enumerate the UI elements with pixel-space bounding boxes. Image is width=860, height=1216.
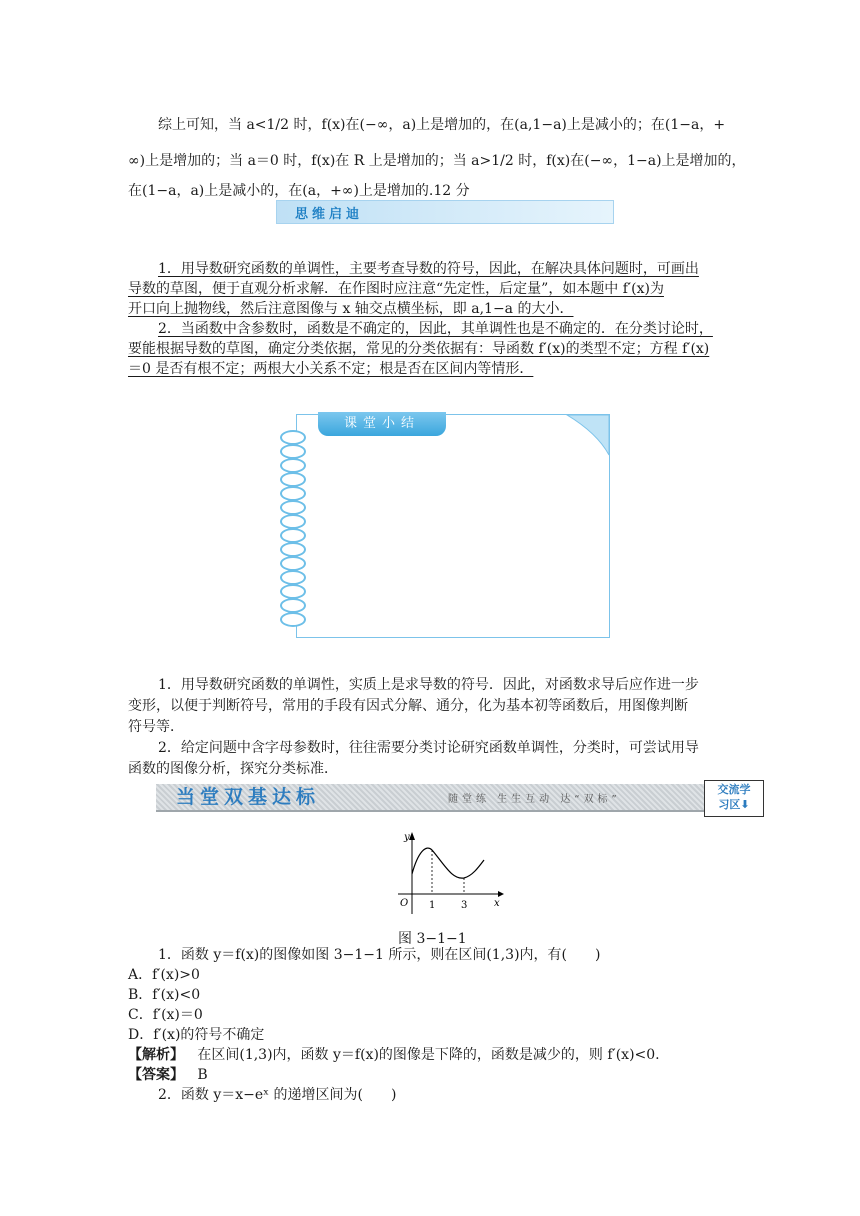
option-b: B．f′(x)<0	[128, 987, 201, 1003]
figure-caption: 图 3−1−1	[398, 931, 467, 947]
origin-label: O	[400, 898, 409, 909]
text-line: 2．给定问题中含字母参数时，往往需要分类讨论研究函数单调性，分类时，可尝试用导	[158, 740, 699, 756]
text-line: ＝0 是否有根不定；两根大小关系不定；根是否在区间内等情形．	[128, 361, 534, 377]
text-line: 导数的草图，便于直观分析求解．在作图时应注意“先定性，后定量”，如本题中 f′(x)为	[128, 281, 664, 297]
y-label: y	[404, 832, 410, 843]
tick-label: 1	[429, 900, 436, 911]
exchange-label-1: 交流学	[717, 783, 751, 796]
text-line: 综上可知，当 a<1/2 时，f(x)在(−∞，a)上是增加的，在(a,1−a)上是减小的；在(1−a，+	[158, 117, 726, 133]
tick-label: 3	[461, 900, 468, 911]
option-a: A．f′(x)>0	[128, 967, 200, 983]
answer-text: B	[197, 1067, 208, 1083]
text-line: 开口向上抛物线，然后注意图像与 x 轴交点横坐标，即 a,1−a 的大小．	[128, 301, 574, 317]
answer	[128, 1066, 208, 1084]
text-line: 变形，以便于判断符号，常用的手段有因式分解、通分，化为基本初等函数后，用图像判断	[128, 698, 688, 714]
text-line: 要能根据导数的草图，确定分类依据，常见的分类依据有：导函数 f′(x)的类型不定；方程 f′(x)	[128, 341, 710, 357]
option-d: D．f′(x)的符号不确定	[128, 1027, 265, 1043]
text-line: 2．当函数中含参数时，函数是不确定的，因此，其单调性也是不确定的．在分类讨论时，	[158, 321, 713, 337]
banner-subtitle: 随堂练 生生互动 达“双标”	[448, 794, 621, 805]
section-title: 思维启迪	[295, 207, 364, 222]
page-curl-icon	[297, 415, 609, 637]
question-stem: 2．函数 y＝x−eˣ 的递增区间为( )	[158, 1087, 397, 1103]
answer-label: 【答案】	[128, 1067, 184, 1083]
question-stem: 1．函数 y＝f(x)的图像如图 3−1−1 所示，则在区间(1,3)内，有( )	[158, 947, 601, 963]
text-line: 1．用导数研究函数的单调性，实质上是求导数的符号．因此，对函数求导后应作进一步	[158, 677, 699, 693]
notebook-tab: 课堂小结	[318, 412, 446, 436]
text-line: 在(1−a，a)上是减小的，在(a，+∞)上是增加的.12 分	[128, 183, 470, 199]
exchange-area-button[interactable]	[704, 780, 764, 817]
text-line: 符号等．	[128, 719, 184, 735]
text-line: ∞)上是增加的；当 a＝0 时，f(x)在 R 上是增加的；当 a>1/2 时，f(x)在(−∞，1−a)上是增加的，	[128, 153, 746, 169]
analysis-label: 【解析】	[128, 1047, 184, 1063]
class-summary-notebook	[296, 414, 610, 638]
option-c: C．f′(x)＝0	[128, 1007, 203, 1023]
section-header-siwei	[276, 200, 614, 224]
x-label: x	[494, 898, 500, 909]
analysis	[128, 1046, 660, 1064]
text-line: 函数的图像分析，探究分类标准．	[128, 761, 338, 777]
text-line: 1．用导数研究函数的单调性，主要考查导数的符号，因此，在解决具体问题时，可画出	[158, 261, 699, 277]
curve	[412, 848, 484, 878]
exchange-label-2: 习区⬇	[718, 798, 750, 811]
section-banner	[156, 784, 704, 812]
banner-title: 当堂双基达标	[176, 786, 321, 808]
analysis-text: 在区间(1,3)内，函数 y＝f(x)的图像是下降的，函数是减少的，则 f′(x)<0.	[197, 1047, 660, 1063]
function-graph	[394, 830, 504, 916]
